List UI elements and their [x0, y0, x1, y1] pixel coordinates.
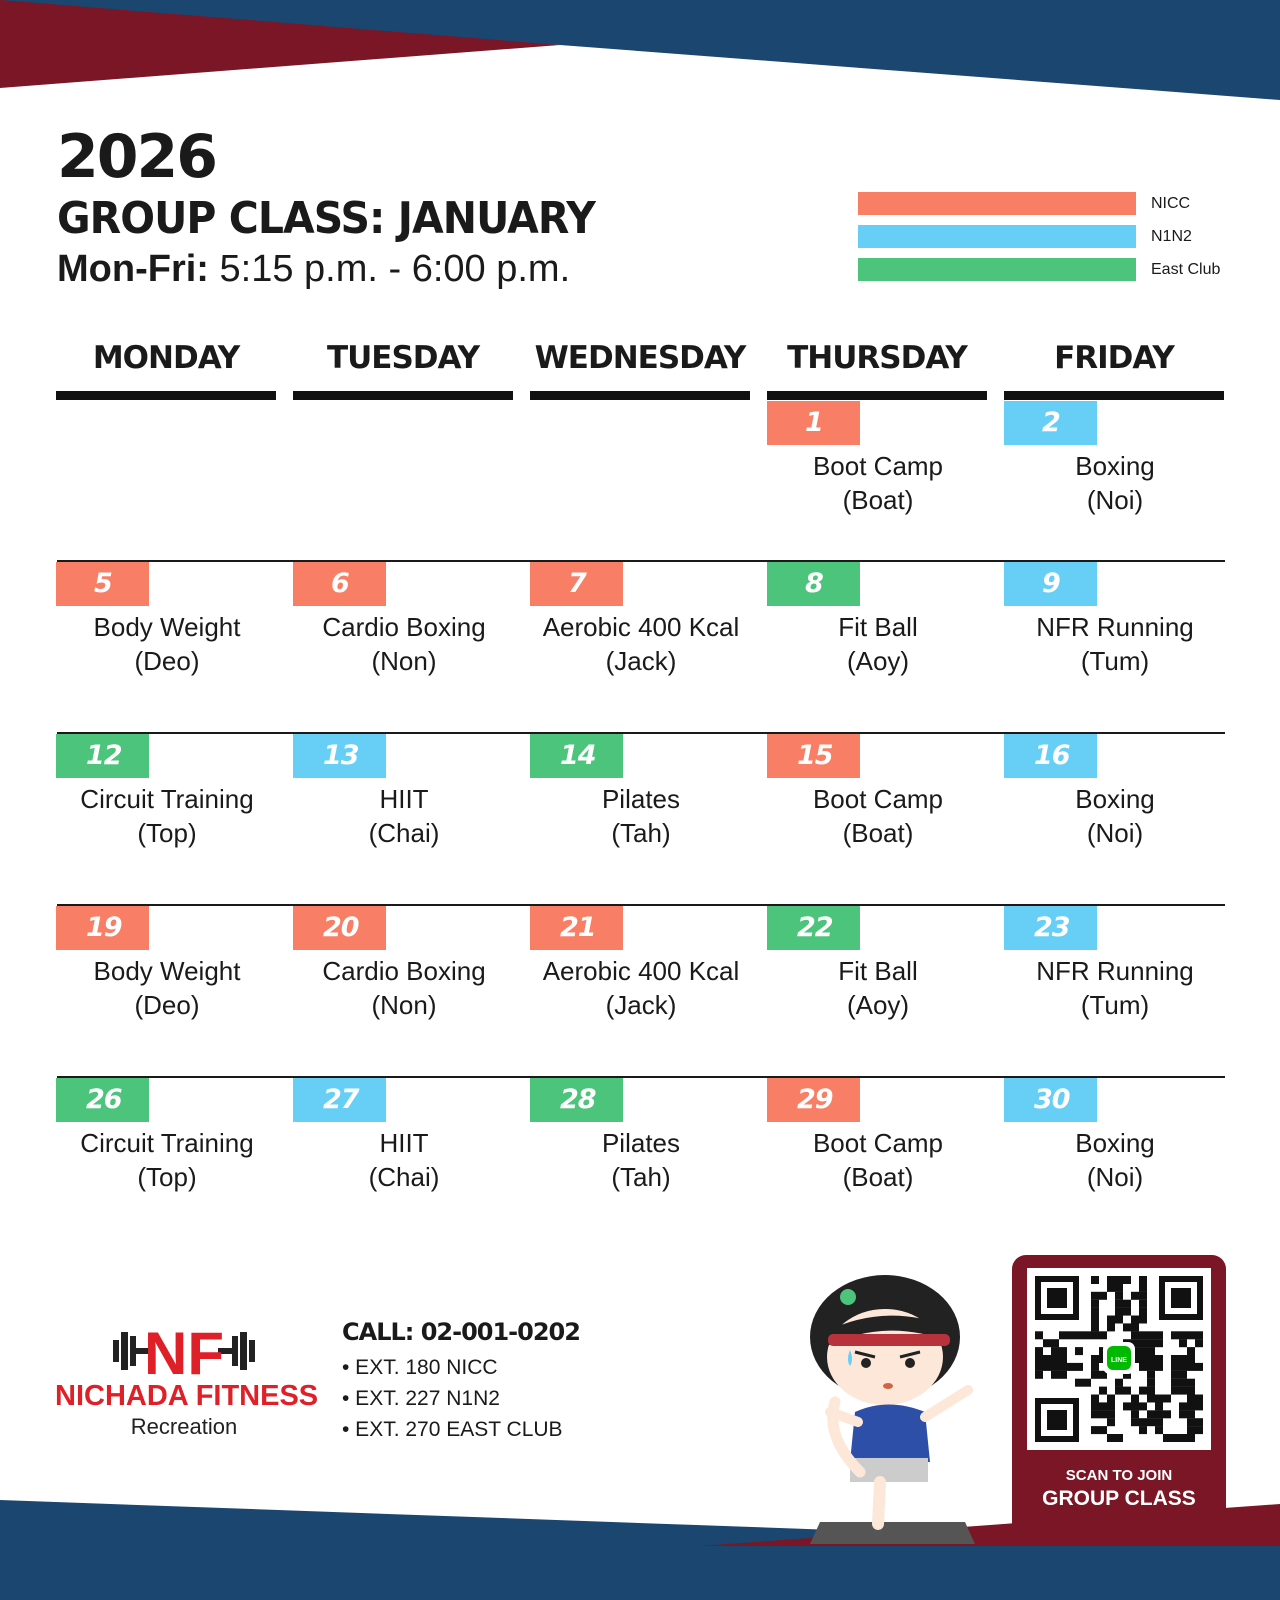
date-badge: 13: [293, 734, 386, 778]
qr-module: [1131, 1410, 1139, 1418]
qr-module: [1139, 1292, 1147, 1300]
nichada-fitness-logo: [55, 1318, 319, 1448]
date-badge: 22: [767, 906, 860, 950]
qr-module: [1155, 1355, 1163, 1363]
qr-module: [1179, 1410, 1187, 1418]
qr-module: [1123, 1402, 1131, 1410]
header-rule: [530, 391, 750, 400]
date-badge: 12: [56, 734, 149, 778]
qr-module: [1035, 1331, 1043, 1339]
qr-module: [1091, 1323, 1099, 1331]
qr-module: [1171, 1379, 1179, 1387]
qr-module: [1179, 1434, 1187, 1442]
qr-module: [1131, 1402, 1139, 1410]
extension-n1n2: • EXT. 227 N1N2: [342, 1387, 500, 1410]
qr-module: [1147, 1395, 1155, 1403]
class-name: Pilates: [601, 1128, 681, 1158]
class-cell: [767, 1078, 1004, 1208]
qr-module: [1107, 1284, 1115, 1292]
scan-title: GROUP CLASS: [1042, 1487, 1196, 1510]
qr-module: [1115, 1387, 1123, 1395]
qr-module: [1091, 1316, 1099, 1324]
class-cell: [56, 1078, 293, 1208]
coach-name: (Boat): [842, 818, 914, 848]
qr-module: [1131, 1395, 1139, 1403]
class-cell: [1004, 1078, 1241, 1208]
qr-module: [1171, 1387, 1179, 1395]
qr-module: [1107, 1395, 1115, 1403]
qr-module: [1179, 1387, 1187, 1395]
qr-module: [1131, 1292, 1139, 1300]
qr-module: [1147, 1371, 1155, 1379]
class-name: Cardio Boxing: [322, 956, 486, 986]
qr-module: [1171, 1331, 1179, 1339]
header-rule: [1004, 391, 1224, 400]
date-badge: 28: [530, 1078, 623, 1122]
coach-name: (Non): [371, 646, 437, 676]
qr-module: [1115, 1308, 1123, 1316]
class-cell: [56, 734, 293, 864]
date-badge: 29: [767, 1078, 860, 1122]
qr-module: [1123, 1276, 1131, 1284]
qr-module: [1155, 1426, 1163, 1434]
qr-module: [1139, 1418, 1147, 1426]
qr-module: [1115, 1300, 1123, 1308]
qr-module: [1091, 1276, 1099, 1284]
qr-module: [1131, 1418, 1139, 1426]
qr-module: [1147, 1355, 1155, 1363]
qr-module: [1131, 1331, 1139, 1339]
class-name: Boxing: [1075, 784, 1155, 814]
legend-label: N1N2: [1151, 228, 1192, 245]
qr-module: [1075, 1347, 1083, 1355]
qr-module: [1187, 1434, 1195, 1442]
qr-module: [1171, 1434, 1179, 1442]
qr-module: [1179, 1379, 1187, 1387]
class-cell: [293, 1078, 530, 1208]
call-number: CALL: 02-001-0202: [342, 1318, 580, 1346]
legend-swatch-east-club: [858, 258, 1136, 281]
qr-module: [1139, 1347, 1147, 1355]
year-title: 2026: [57, 122, 216, 192]
class-cell: [56, 906, 293, 1036]
coach-name: (Top): [137, 1162, 197, 1192]
qr-module: [1155, 1339, 1163, 1347]
coach-name: (Deo): [134, 646, 200, 676]
coach-name: (Tah): [611, 1162, 671, 1192]
qr-module: [1123, 1300, 1131, 1308]
qr-module: [1147, 1379, 1155, 1387]
qr-module: [1043, 1339, 1051, 1347]
class-name: HIIT: [379, 784, 429, 814]
qr-module: [1091, 1402, 1099, 1410]
qr-module: [1187, 1426, 1195, 1434]
qr-module: [1195, 1418, 1203, 1426]
qr-module: [1059, 1347, 1067, 1355]
class-cell: [767, 401, 1004, 531]
header-rule: [767, 391, 987, 400]
qr-module: [1195, 1395, 1203, 1403]
qr-module: [1075, 1379, 1083, 1387]
qr-module: [1163, 1410, 1171, 1418]
qr-module: [1139, 1300, 1147, 1308]
qr-module: [1067, 1331, 1075, 1339]
class-name: Body Weight: [93, 956, 241, 986]
qr-module: [1035, 1371, 1043, 1379]
qr-module: [1051, 1363, 1059, 1371]
qr-module: [1131, 1316, 1139, 1324]
class-cell: [293, 562, 530, 692]
coach-name: (Top): [137, 818, 197, 848]
coach-name: (Noi): [1086, 485, 1144, 515]
date-badge: 20: [293, 906, 386, 950]
qr-module: [1147, 1339, 1155, 1347]
qr-module: [1179, 1331, 1187, 1339]
class-name: Boot Camp: [812, 784, 944, 814]
qr-module: [1155, 1395, 1163, 1403]
class-cell: [530, 562, 767, 692]
qr-module: [1051, 1355, 1059, 1363]
class-name: Boxing: [1075, 451, 1155, 481]
qr-code[interactable]: [1027, 1268, 1211, 1450]
qr-module: [1163, 1434, 1171, 1442]
qr-module: [1139, 1402, 1147, 1410]
date-badge: 27: [293, 1078, 386, 1122]
qr-module: [1139, 1284, 1147, 1292]
qr-module: [1083, 1379, 1091, 1387]
qr-module: [1195, 1363, 1203, 1371]
class-cell: [767, 906, 1004, 1036]
qr-module: [1115, 1316, 1123, 1324]
line-logo-label: LINE: [1111, 1357, 1127, 1364]
date-badge: 21: [530, 906, 623, 950]
qr-module: [1123, 1308, 1131, 1316]
coach-name: (Jack): [605, 646, 677, 676]
qr-module: [1155, 1410, 1163, 1418]
header-rule: [56, 391, 276, 400]
qr-module: [1187, 1387, 1195, 1395]
qr-module: [1139, 1331, 1147, 1339]
qr-module: [1107, 1316, 1115, 1324]
qr-module: [1091, 1426, 1099, 1434]
qr-module: [1091, 1308, 1099, 1316]
legend-label: NICC: [1151, 195, 1191, 212]
qr-module: [1059, 1363, 1067, 1371]
qr-module: [1155, 1363, 1163, 1371]
class-name: Boot Camp: [812, 451, 944, 481]
qr-module: [1091, 1355, 1099, 1363]
qr-module: [1099, 1387, 1107, 1395]
coach-name: (Chai): [368, 818, 440, 848]
class-cell: [530, 1078, 767, 1208]
qr-module: [1171, 1355, 1179, 1363]
date-badge: 1: [767, 401, 860, 445]
qr-module: [1171, 1363, 1179, 1371]
qr-module: [1187, 1331, 1195, 1339]
qr-module: [1107, 1402, 1115, 1410]
coach-name: (Noi): [1086, 1162, 1144, 1192]
qr-module: [1147, 1331, 1155, 1339]
qr-module: [1163, 1395, 1171, 1403]
date-badge: 19: [56, 906, 149, 950]
qr-module: [1139, 1355, 1147, 1363]
qr-module: [1107, 1276, 1115, 1284]
qr-module: [1051, 1371, 1059, 1379]
class-name: Aerobic 400 Kcal: [542, 612, 740, 642]
qr-module: [1195, 1426, 1203, 1434]
date-badge: 15: [767, 734, 860, 778]
qr-module: [1179, 1363, 1187, 1371]
date-badge: 6: [293, 562, 386, 606]
qr-module: [1115, 1379, 1123, 1387]
qr-module: [1147, 1410, 1155, 1418]
qr-module: [1147, 1387, 1155, 1395]
class-cell: [530, 734, 767, 864]
qr-module: [1187, 1347, 1195, 1355]
class-name: NFR Running: [1036, 612, 1194, 642]
date-badge: 23: [1004, 906, 1097, 950]
qr-module: [1059, 1331, 1067, 1339]
qr-module: [1091, 1410, 1099, 1418]
day-header-friday: FRIDAY: [1054, 340, 1174, 376]
day-header-thursday: THURSDAY: [787, 340, 967, 376]
qr-module: [1187, 1418, 1195, 1426]
qr-module: [1091, 1395, 1099, 1403]
mascot-illustration: [800, 1262, 990, 1550]
day-header-tuesday: TUESDAY: [326, 340, 480, 376]
time-value: 5:15 p.m. - 6:00 p.m.: [208, 248, 571, 290]
qr-module: [1091, 1292, 1099, 1300]
qr-module: [1139, 1426, 1147, 1434]
logo-name: NICHADA FITNESS: [55, 1380, 319, 1412]
class-cell: [767, 562, 1004, 692]
class-name: Fit Ball: [838, 612, 918, 642]
class-cell: [767, 734, 1004, 864]
coach-name: (Boat): [842, 485, 914, 515]
class-cell: [1004, 906, 1241, 1036]
coach-name: (Chai): [368, 1162, 440, 1192]
qr-module: [1187, 1379, 1195, 1387]
qr-module: [1099, 1292, 1107, 1300]
coach-name: (Tum): [1080, 990, 1150, 1020]
qr-module: [1043, 1363, 1051, 1371]
class-name: Body Weight: [93, 612, 241, 642]
qr-module: [1195, 1331, 1203, 1339]
class-name: HIIT: [379, 1128, 429, 1158]
date-badge: 8: [767, 562, 860, 606]
qr-module: [1075, 1331, 1083, 1339]
coach-name: (Non): [371, 990, 437, 1020]
class-cell: [1004, 734, 1241, 864]
class-name: Cardio Boxing: [322, 612, 486, 642]
coach-name: (Jack): [605, 990, 677, 1020]
qr-module: [1147, 1347, 1155, 1355]
qr-module: [1091, 1331, 1099, 1339]
page-title: GROUP CLASS: JANUARY: [57, 193, 595, 244]
class-cell: [56, 562, 293, 692]
qr-module: [1123, 1387, 1131, 1395]
coach-name: (Noi): [1086, 818, 1144, 848]
date-badge: 26: [56, 1078, 149, 1122]
qr-module: [1187, 1402, 1195, 1410]
qr-module: [1139, 1339, 1147, 1347]
qr-module: [1075, 1363, 1083, 1371]
qr-module: [1131, 1323, 1139, 1331]
qr-module: [1059, 1355, 1067, 1363]
date-badge: 5: [56, 562, 149, 606]
class-name: Boxing: [1075, 1128, 1155, 1158]
qr-module: [1083, 1331, 1091, 1339]
qr-module: [1107, 1323, 1115, 1331]
qr-module: [1115, 1284, 1123, 1292]
qr-module: [1187, 1355, 1195, 1363]
qr-module: [1051, 1347, 1059, 1355]
qr-module: [1067, 1363, 1075, 1371]
qr-module: [1035, 1363, 1043, 1371]
qr-module: [1099, 1402, 1107, 1410]
class-name: Pilates: [601, 784, 681, 814]
qr-module: [1035, 1347, 1043, 1355]
schedule-time: [57, 246, 635, 292]
qr-module: [1179, 1402, 1187, 1410]
qr-module: [1155, 1418, 1163, 1426]
qr-module: [1099, 1426, 1107, 1434]
qr-module: [1179, 1371, 1187, 1379]
header-rule: [293, 391, 513, 400]
qr-module: [1171, 1371, 1179, 1379]
qr-module: [1195, 1402, 1203, 1410]
logo-subtitle: Recreation: [130, 1414, 238, 1439]
qr-module: [1179, 1355, 1187, 1363]
qr-module: [1139, 1316, 1147, 1324]
qr-module: [1091, 1363, 1099, 1371]
qr-module: [1195, 1339, 1203, 1347]
date-badge: 9: [1004, 562, 1097, 606]
qr-module: [1091, 1371, 1099, 1379]
class-cell: [293, 734, 530, 864]
day-header-monday: MONDAY: [92, 340, 240, 376]
coach-name: (Deo): [134, 990, 200, 1020]
qr-module: [1035, 1355, 1043, 1363]
qr-module: [1155, 1402, 1163, 1410]
qr-code-icon: [1027, 1268, 1211, 1450]
qr-module: [1139, 1308, 1147, 1316]
date-badge: 2: [1004, 401, 1097, 445]
logo-mark: NF: [144, 1320, 224, 1380]
qr-module: [1147, 1418, 1155, 1426]
qr-module: [1179, 1339, 1187, 1347]
date-badge: 14: [530, 734, 623, 778]
qr-module: [1099, 1331, 1107, 1339]
coach-name: (Tah): [611, 818, 671, 848]
date-badge: 7: [530, 562, 623, 606]
coach-name: (Aoy): [846, 646, 910, 676]
qr-module: [1059, 1371, 1067, 1379]
page-heading: [57, 122, 635, 292]
date-badge: 30: [1004, 1078, 1097, 1122]
qr-module: [1107, 1410, 1115, 1418]
qr-module: [1139, 1387, 1147, 1395]
class-name: Boot Camp: [812, 1128, 944, 1158]
qr-module: [1091, 1300, 1099, 1308]
legend-swatch-nicc: [858, 192, 1136, 215]
qr-module: [1123, 1323, 1131, 1331]
scan-label: SCAN TO JOIN: [1065, 1467, 1173, 1484]
class-name: Aerobic 400 Kcal: [542, 956, 740, 986]
coach-name: (Aoy): [846, 990, 910, 1020]
qr-module: [1187, 1410, 1195, 1418]
contact-info: [342, 1318, 580, 1445]
qr-module: [1043, 1355, 1051, 1363]
qr-module: [1139, 1363, 1147, 1371]
qr-module: [1115, 1276, 1123, 1284]
time-label: Mon-Fri:: [57, 248, 209, 290]
class-cell: [530, 906, 767, 1036]
qr-module: [1115, 1292, 1123, 1300]
qr-module: [1051, 1339, 1059, 1347]
class-cell: [1004, 562, 1241, 692]
legend-swatch-n1n2: [858, 225, 1136, 248]
qr-module: [1099, 1410, 1107, 1418]
coach-name: (Tum): [1080, 646, 1150, 676]
coach-name: (Boat): [842, 1162, 914, 1192]
dumbbell-logo-icon: [55, 1318, 313, 1380]
qr-module: [1139, 1276, 1147, 1284]
qr-module: [1115, 1434, 1123, 1442]
class-name: Circuit Training: [80, 1128, 254, 1158]
qr-module: [1155, 1331, 1163, 1339]
qr-module: [1107, 1418, 1115, 1426]
class-name: Fit Ball: [838, 956, 918, 986]
date-badge: 16: [1004, 734, 1097, 778]
legend-label: East Club: [1151, 261, 1221, 278]
class-cell: [1004, 401, 1241, 531]
day-header-wednesday: WEDNESDAY: [534, 340, 746, 376]
qr-module: [1187, 1363, 1195, 1371]
extension-east-club: • EXT. 270 EAST CLUB: [342, 1418, 563, 1441]
extension-nicc: • EXT. 180 NICC: [342, 1356, 498, 1379]
qr-module: [1147, 1363, 1155, 1371]
class-name: NFR Running: [1036, 956, 1194, 986]
qr-module: [1187, 1395, 1195, 1403]
class-name: Circuit Training: [80, 784, 254, 814]
qr-panel: [1012, 1255, 1226, 1540]
class-cell: [293, 906, 530, 1036]
qr-module: [1107, 1434, 1115, 1442]
